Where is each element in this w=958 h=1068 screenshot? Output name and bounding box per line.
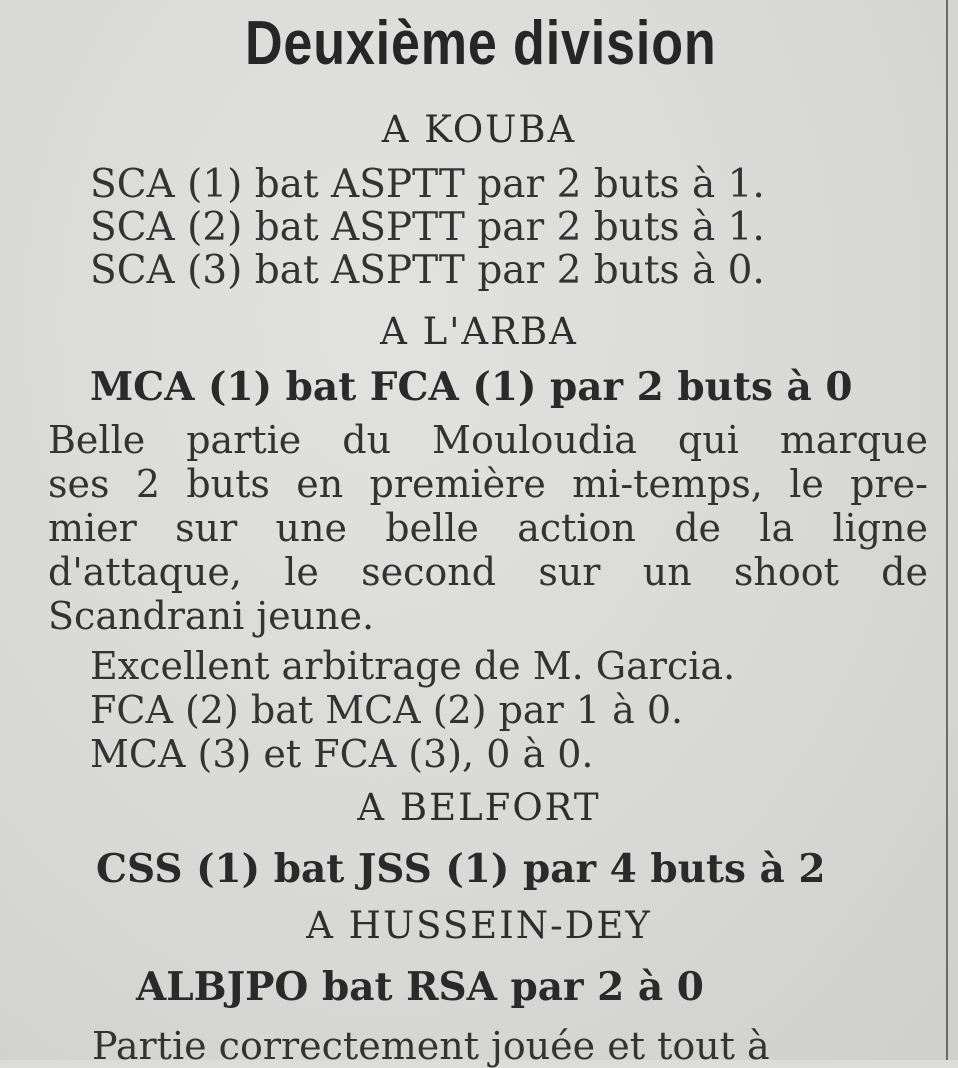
paragraph-line-3: mier sur une belle action de la ligne <box>48 506 928 550</box>
result-line-kouba-2: SCA (2) bat ASPTT par 2 buts à 1. <box>90 205 765 250</box>
paragraph-start-hussein-dey: Partie correctement jouée et tout à <box>92 1024 770 1068</box>
section-heading-belfort: A BELFORT <box>357 786 601 829</box>
result-line-kouba-3: SCA (3) bat ASPTT par 2 buts à 0. <box>90 248 765 293</box>
match-result-arba: MCA (1) bat FCA (1) par 2 buts à 0 <box>90 364 853 410</box>
match-result-hussein-dey: ALBJPO bat RSA par 2 à 0 <box>136 964 704 1010</box>
section-heading-kouba: A KOUBA <box>381 108 577 151</box>
result-line-arba-2: FCA (2) bat MCA (2) par 1 à 0. <box>90 688 684 732</box>
paragraph-line-1: Belle partie du Mouloudia qui marque <box>48 418 928 462</box>
paragraph-line-2: ses 2 buts en première mi-temps, le pre- <box>48 462 928 506</box>
result-line-kouba-1: SCA (1) bat ASPTT par 2 buts à 1. <box>90 162 765 207</box>
paragraph-line-5: Scandrani jeune. <box>48 594 375 638</box>
paragraph-line-4: d'attaque, le second sur un shoot de <box>48 550 928 594</box>
result-line-arba-3: MCA (3) et FCA (3), 0 à 0. <box>90 732 594 776</box>
article-title: Deuxième division <box>244 9 717 78</box>
section-heading-arba: A L'ARBA <box>380 310 578 353</box>
section-heading-hussein-dey: A HUSSEIN-DEY <box>306 904 652 947</box>
column-rule <box>946 0 948 1060</box>
match-result-belfort: CSS (1) bat JSS (1) par 4 buts à 2 <box>96 846 826 892</box>
referee-note: Excellent arbitrage de M. Garcia. <box>90 644 736 688</box>
